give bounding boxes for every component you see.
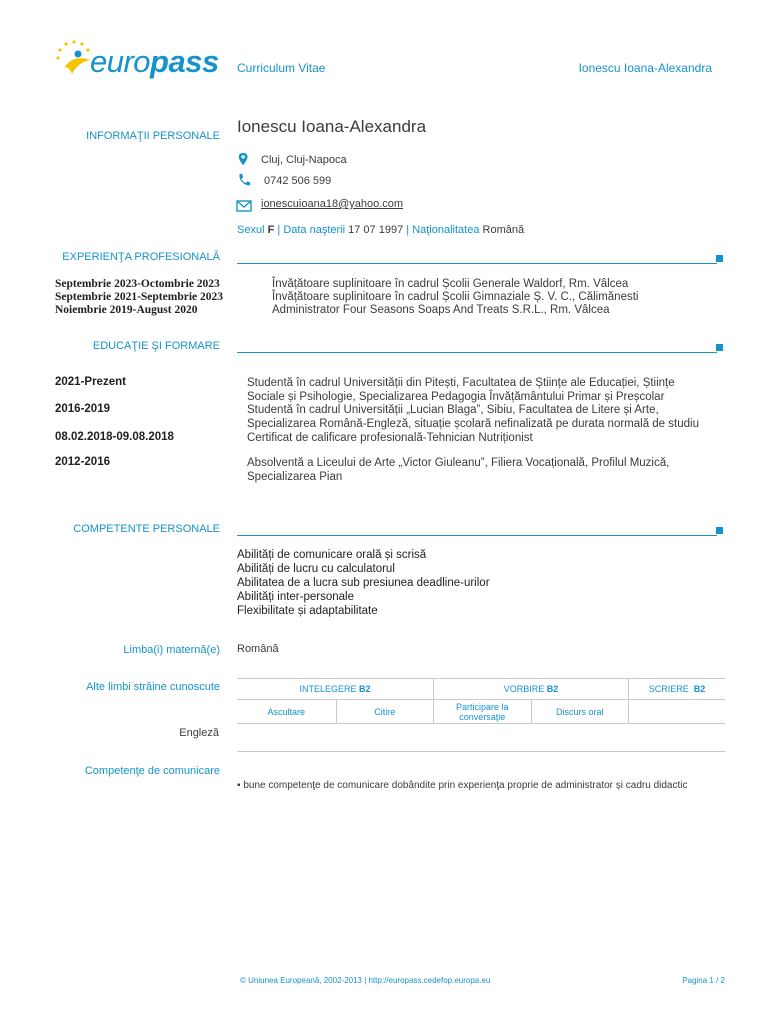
skill-item: Abilități de comunicare orală și scrisă: [237, 549, 427, 561]
writing-level: B2: [693, 684, 706, 694]
reading-cell: Citire: [336, 700, 434, 724]
language-name: Engleză: [179, 727, 219, 739]
communication-text: ▪ bune competenţe de comunicare dobândite prin experienţa proprie de administrator și cadru didactic: [237, 780, 688, 791]
europass-wordmark: [90, 44, 219, 80]
sex-value: F: [267, 224, 275, 236]
education-date: 2016-2019: [55, 403, 110, 415]
section-divider-marker: [716, 255, 723, 262]
footer-page-number: Pagina 1 / 2: [682, 976, 725, 985]
section-divider: [237, 263, 717, 264]
education-line: Specializarea Română-Engleză, situație școlară nefinalizată pe durata normală de studiu: [247, 418, 699, 430]
language-levels-table: [237, 678, 725, 724]
birth-label: Data naşterii: [283, 224, 346, 236]
mother-tongue-value: Română: [237, 643, 279, 655]
footer-copyright: © Uniunea Europeană, 2002-2013 | http://europass.cedefop.europa.eu: [240, 976, 491, 985]
education-line: Certificat de calificare profesională-Tehnician Nutriționist: [247, 432, 533, 444]
nationality-label: Naţionalitatea: [412, 224, 480, 236]
section-divider-marker: [716, 527, 723, 534]
education-text: [247, 376, 737, 404]
personal-details-line: Sexul F | Data naşterii 17 07 1997 | Naţionalitatea Română: [237, 224, 525, 236]
speaking-header: [434, 679, 629, 700]
section-personal-info-label: INFORMAŢII PERSONALE: [86, 130, 220, 142]
location-pin-icon: [236, 152, 252, 166]
section-education-label: EDUCAŢIE ŞI FORMARE: [92, 340, 220, 352]
experience-date: Septembrie 2023-Octombrie 2023: [55, 278, 220, 290]
nationality-value: Română: [482, 224, 525, 236]
logo-part-pass: pass: [150, 44, 219, 79]
experience-date: Noiembrie 2019-August 2020: [55, 304, 198, 316]
understanding-level: B2: [359, 684, 371, 694]
phone-icon: [236, 173, 252, 187]
conversation-line: conversaţie: [459, 711, 506, 722]
other-languages-label: Alte limbi străine cunoscute: [86, 681, 220, 693]
understanding-header: [237, 679, 434, 700]
experience-text: Învățătoare suplinitoare în cadrul Școlii Gimnaziale Ș. V. C., Călimănesti: [272, 291, 639, 303]
header-person-name: Ionescu Ioana-Alexandra: [578, 61, 712, 75]
email-envelope-icon: [236, 199, 252, 213]
writing-header: [629, 679, 726, 700]
email-link[interactable]: ionescuioana18@yahoo.com: [261, 198, 404, 210]
skill-item: Abilități inter-personale: [237, 591, 354, 603]
logo-part-euro: euro: [90, 44, 151, 79]
section-divider: [237, 352, 717, 353]
education-text: [247, 403, 737, 431]
person-name: Ionescu Ioana-Alexandra: [237, 117, 427, 136]
education-line: Specializarea Pian: [247, 471, 343, 483]
education-line: Studentă în cadrul Universității din Pitești, Facultatea de Științe ale Educației, Științe: [247, 377, 675, 389]
conversation-line: Participare la: [455, 701, 509, 712]
understanding-title: INTELEGERE: [299, 684, 357, 694]
section-competences-label: COMPETENTE PERSONALE: [73, 523, 220, 535]
education-date: 2021-Prezent: [55, 376, 126, 388]
mother-tongue-label: Limba(i) maternă(e): [123, 644, 220, 656]
education-text: [247, 456, 737, 484]
education-line: Absolventă a Liceului de Arte „Victor Giuleanu”, Filiera Vocațională, Profilul Muzică,: [247, 457, 670, 469]
experience-text: Administrator Four Seasons Soaps And Treats S.R.L., Rm. Vâlcea: [272, 304, 610, 316]
education-text: [247, 431, 737, 445]
document-title: Curriculum Vitae: [237, 61, 326, 75]
education-date: 2012-2016: [55, 456, 110, 468]
section-divider-marker: [716, 344, 723, 351]
section-experience-label: EXPERIENŢA PROFESIONALĂ: [62, 251, 220, 263]
education-date: 08.02.2018-09.08.2018: [55, 431, 174, 443]
birth-value: 17 07 1997: [348, 224, 404, 236]
section-divider: [237, 535, 717, 536]
speaking-level: B2: [546, 684, 559, 694]
sex-label: Sexul: [237, 224, 265, 236]
experience-date: Septembrie 2021-Septembrie 2023: [55, 291, 223, 303]
oral-cell: Discurs oral: [531, 700, 629, 724]
speaking-title: VORBIRE: [503, 684, 545, 694]
education-line: Sociale și Psihologie, Specializarea Pedagogia Învățământului Primar și Preșcolar: [247, 391, 665, 403]
skill-item: Abilități de lucru cu calculatorul: [237, 563, 395, 575]
conversation-cell: [434, 700, 532, 724]
communication-label: Competenţe de comunicare: [84, 765, 220, 777]
experience-text: Învățătoare suplinitoare în cadrul Școlii Generale Waldorf, Rm. Vâlcea: [272, 278, 629, 290]
location-text: Cluj, Cluj-Napoca: [261, 154, 347, 166]
phone-text: 0742 506 599: [264, 175, 332, 187]
skill-item: Abilitatea de a lucra sub presiunea deadline-urilor: [237, 577, 490, 589]
europass-logo: [56, 40, 226, 90]
language-row-divider: [237, 751, 725, 752]
listening-cell: Ascultare: [237, 700, 336, 724]
writing-cell: [629, 700, 726, 724]
education-line: Studentă în cadrul Universității „Lucian Blaga”, Sibiu, Facultatea de Litere și Arte,: [247, 404, 659, 416]
writing-title: SCRIERE: [648, 684, 689, 694]
skill-item: Flexibilitate și adaptabilitate: [237, 605, 378, 617]
